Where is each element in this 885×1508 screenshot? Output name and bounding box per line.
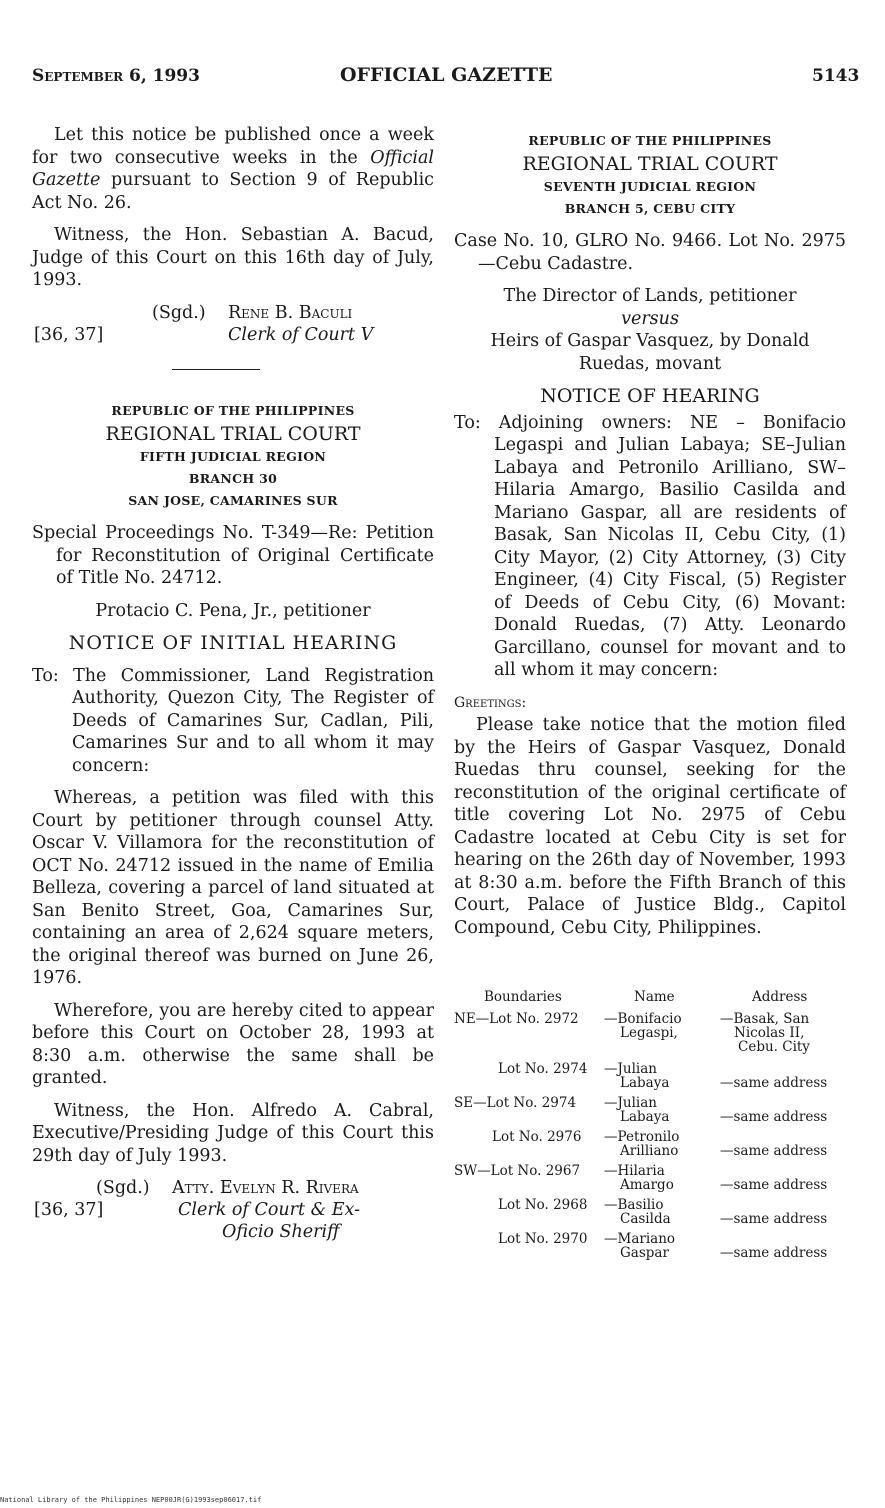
case-caption: Special Proceedings No. T-349—Re: Petition for Reconstitution of Original Certificate of Title No. 24712. (32, 523, 434, 588)
header-title: OFFICIAL GAZETTE (340, 64, 553, 86)
signature-block-2: (Sgd.) Atty. Evelyn R. Rivera [36, 37] Clerk of Court & Ex- Oficio Sheriff (34, 1178, 360, 1242)
table-row: NE—Lot No. 2972 —Bonifacio Legaspi, —Basak, San Nicolas II, Cebu. City (454, 1011, 810, 1055)
case-caption-2: Case No. 10, GLRO No. 9466. Lot No. 2975—Cebu Cadastre. (454, 231, 846, 274)
witness-paragraph-2: Witness, the Hon. Alfredo A. Cabral, Executive/Presiding Judge of this Court this 29th day of July 1993. (32, 1100, 434, 1166)
table-header-row (454, 990, 846, 1012)
notice-title: NOTICE OF INITIAL HEARING (68, 632, 398, 654)
court-republic: REPUBLIC OF THE PHILIPPINES (111, 403, 355, 418)
table-header-name: Name (634, 989, 675, 1005)
petitioner-line: Protacio C. Pena, Jr., petitioner (95, 600, 371, 621)
court-name-2: REGIONAL TRIAL COURT (522, 153, 778, 175)
notice-title-2: NOTICE OF HEARING (540, 385, 760, 407)
table-row: Lot No. 2974 —Julian Labaya —same address (498, 1061, 828, 1091)
court-region: FIFTH JUDICIAL REGION (139, 449, 327, 464)
party-petitioner: The Director of Lands, petitioner (503, 286, 797, 306)
table-row: Lot No. 2968 —Basilio Casilda —same address (498, 1197, 828, 1227)
continuation-paragraph: Let this notice be published once a week for two consecutive weeks in the Official Gazette pursuant to Section 9 of Republic Act No. 26. (32, 125, 434, 213)
court-branch: BRANCH 30 (188, 471, 278, 486)
wherefore-paragraph: Wherefore, you are hereby cited to appear before this Court on October 28, 1993 at 8:30 a.m. otherwise the same shall be granted. (32, 1000, 434, 1088)
left-notice (32, 400, 434, 1243)
party-movant: Heirs of Gaspar Vasquez, by Donald Ruedas, movant (490, 331, 810, 374)
boundaries-table (454, 990, 846, 1266)
table-row: Lot No. 2976 —Petronilo Arilliano —same address (492, 1129, 828, 1159)
versus-label: versus (621, 308, 679, 329)
court-place: SAN JOSE, CAMARINES SUR (128, 493, 338, 508)
section-divider (172, 369, 260, 370)
table-row: SE—Lot No. 2974 —Julian Labaya —same address (454, 1095, 828, 1125)
table-row: SW—Lot No. 2967 —Hilaria Amargo —same address (454, 1163, 828, 1193)
header-page-number: 5143 (812, 66, 860, 86)
table-header-boundaries: Boundaries (484, 989, 562, 1005)
hearing-body: Please take notice that the motion filed by the Heirs of Gaspar Vasquez, Donald Ruedas thru counsel, seeking for the reconstitution of the original certificate of title covering Lot No. 2975 of Cebu Cadastre located at Cebu City is set for hearing on the 26th day of November, 1993 at 8:30 a.m. before the Fifth Branch of this Court, Palace of Justice Bldg., Capitol Compound, Cebu City, Philippines. (454, 715, 846, 938)
table-header-address: Address (752, 989, 808, 1005)
whereas-paragraph: Whereas, a petition was filed with this Court by petitioner through counsel Atty. Oscar V. Villamora for the reconstitution of OCT No. 24712 issued in the name of Emilia Belleza, covering a parcel of land situated at San Benito Street, Goa, Camarines Sur, containing an area of 2,624 square meters, the original thereof was burned on June 26, 1976. (32, 788, 434, 988)
signature-block-1: (Sgd.) Rene B. Baculi [36, 37] Clerk of Court V (34, 302, 374, 345)
court-name: REGIONAL TRIAL COURT (105, 423, 361, 445)
court-branch-2: BRANCH 5, CEBU CITY (564, 201, 736, 216)
court-republic-2: REPUBLIC OF THE PHILIPPINES (528, 133, 772, 148)
table-row: Lot No. 2970 —Mariano Gaspar —same address (498, 1231, 828, 1261)
addressees-2: To: Adjoining owners: NE – Bonifacio Legaspi and Julian Labaya; SE–Julian Labaya and Petronilo Arilliano, SW–Hilaria Amargo, Basilio Casilda and Mariano Gaspar, all are residents of Basak, San Nicolas II, Cebu City, (1) City Mayor, (2) City Attorney, (3) City Engineer, (4) City Fiscal, (5) Register of Deeds of Cebu City, (6) Movant: Donald Ruedas, (7) Atty. Leonardo Garcillano, counsel for movant and to all whom it may concern: (454, 412, 846, 680)
left-column (32, 124, 434, 346)
witness-paragraph-1: Witness, the Hon. Sebastian A. Bacud, Judge of this Court on this 16th day of July, 1993. (32, 225, 434, 290)
addressees: To: The Commissioner, Land Registration Authority, Quezon City, The Register of Deeds of Camarines Sur, Cadlan, Pili, Camarines Sur and to all whom it may concern: (32, 665, 434, 776)
scan-footer: National Library of the Philippines NEP00JR(G)1993sep06017.tif (0, 1496, 262, 1504)
greetings-label: Greetings: (454, 694, 527, 711)
court-region-2: SEVENTH JUDICIAL REGION (543, 179, 757, 194)
right-column (454, 130, 846, 939)
header-date: September 6, 1993 (32, 66, 200, 86)
